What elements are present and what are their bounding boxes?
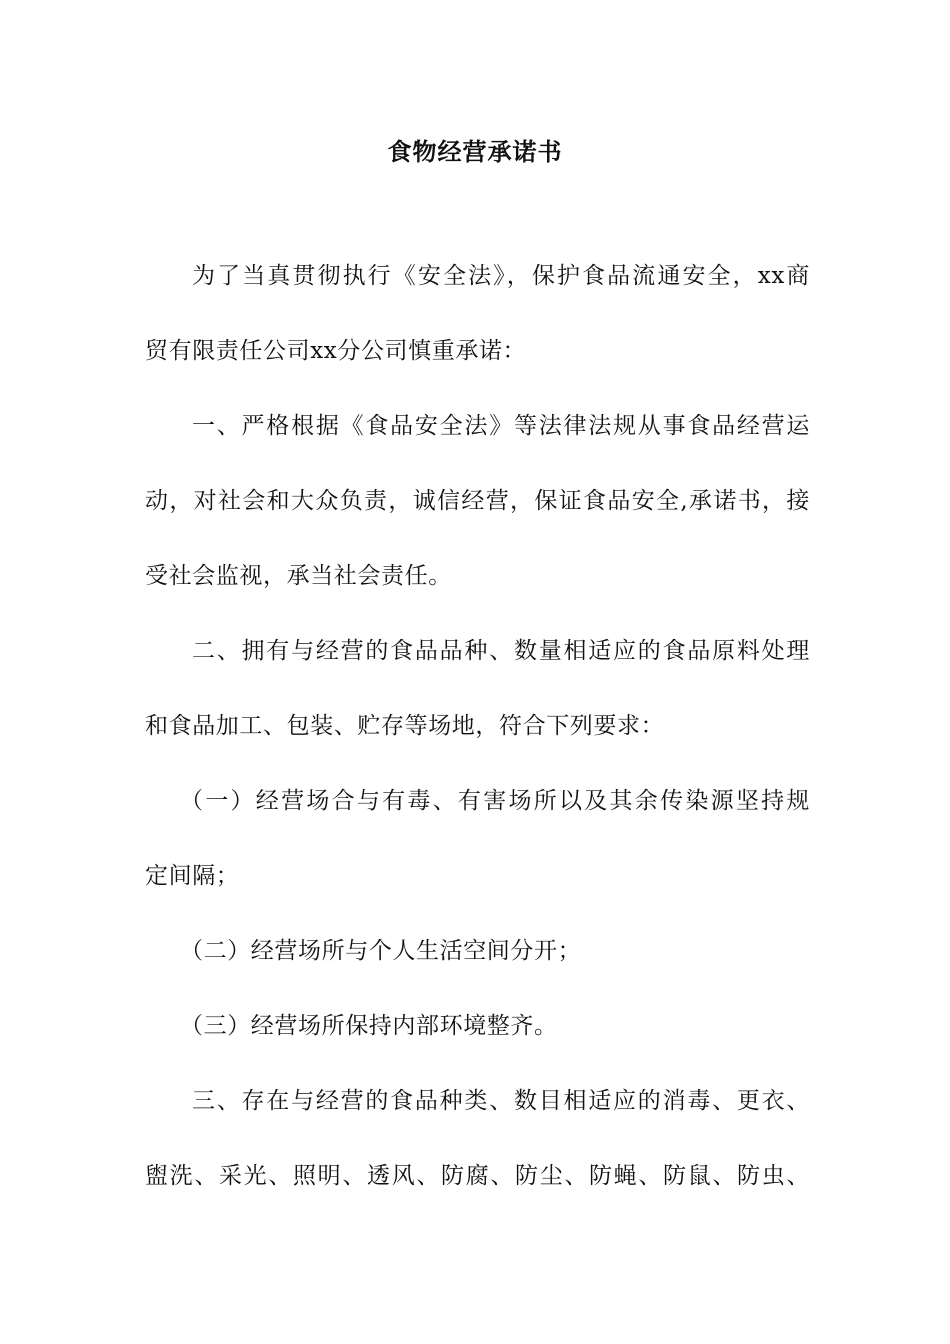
paragraph-line: 受社会监视，承当社会责任。: [145, 563, 452, 589]
paragraph-line: （一）经营场合与有毒、有害场所以及其余传染源坚持规: [180, 788, 810, 814]
paragraph-line: 定间隔；: [145, 863, 240, 889]
paragraph-line: 二、拥有与经营的食品品种、数量相适应的食品原料处理: [192, 638, 810, 664]
paragraph-line: 一、严格根据《食品安全法》等法律法规从事食品经营运: [192, 413, 810, 439]
paragraph-line: 贸有限责任公司xx分公司慎重承诺：: [145, 338, 527, 364]
paragraph-line: 盥洗、采光、照明、透风、防腐、防尘、防蝇、防鼠、防虫、: [145, 1163, 810, 1189]
paragraph-line: 动，对社会和大众负责，诚信经营，保证食品安全,承诺书，接: [145, 488, 810, 514]
document-title: 食物经营承诺书: [387, 137, 563, 166]
paragraph-line: 为了当真贯彻执行《安全法》，保护食品流通安全，xx商: [192, 263, 810, 289]
paragraph-line: （三）经营场所保持内部环境整齐。: [180, 1013, 558, 1039]
paragraph-line: （二）经营场所与个人生活空间分开；: [180, 938, 582, 964]
paragraph-line: 三、存在与经营的食品种类、数目相适应的消毒、更衣、: [192, 1088, 810, 1114]
paragraph-line: 和食品加工、包装、贮存等场地，符合下列要求：: [145, 713, 665, 739]
